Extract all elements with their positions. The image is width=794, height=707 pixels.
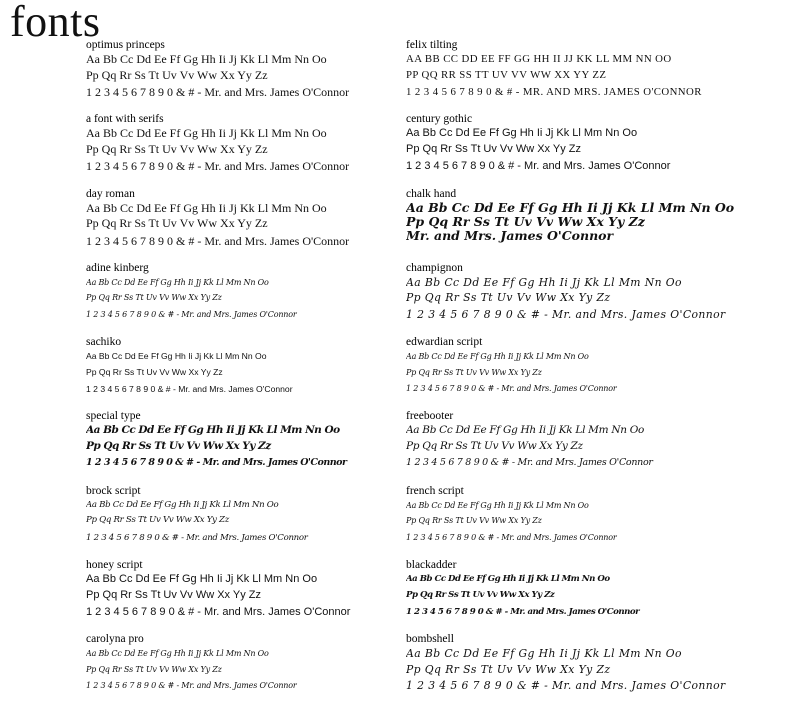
sample-line-numbers: 1 2 3 4 5 6 7 8 9 0 & # - Mr. and Mrs. James O'Connor (86, 457, 347, 469)
sample-line-numbers: 1 2 3 4 5 6 7 8 9 0 & # - Mr. and Mrs. James O'Connor (86, 606, 351, 619)
page-title: fonts (10, 0, 101, 46)
font-sample-blackadder (406, 558, 794, 632)
font-name: sachiko (86, 336, 122, 349)
sample-line-lowercase: Pp Qq Rr Ss Tt Uv Vv Ww Xx Yy Zz (406, 589, 555, 600)
sample-line-uppercase: Aa Bb Cc Dd Ee Ff Gg Hh Ii Jj Kk Ll Mm Nn Oo (86, 573, 318, 586)
sample-line-lowercase: Pp Qq Rr Ss Tt Uv Vv Ww Xx Yy Zz (86, 439, 271, 452)
font-name: champignon (406, 261, 463, 274)
font-name: day roman (86, 187, 135, 200)
sample-line-uppercase: Aa Bb Cc Dd Ee Ff Gg Hh Ii Jj Kk Ll Mm Nn Oo (406, 424, 645, 437)
sample-line-numbers: 1 2 3 4 5 6 7 8 9 0 & # - MR. AND MRS. JAMES O'CONNOR (406, 86, 702, 98)
sample-line-lowercase: Pp Qq Rr Ss Tt Uv Vv Ww Xx Yy Zz (86, 293, 222, 303)
font-name: chalk hand (406, 187, 457, 200)
sample-line-uppercase: Aa Bb Cc Dd Ee Ff Gg Hh Ii Jj Kk Ll Mm Nn Oo (86, 126, 327, 141)
sample-line-numbers: Mr. and Mrs. James O'Connor (406, 227, 614, 243)
sample-line-uppercase: Aa Bb Cc Dd Ee Ff Gg Hh Ii Jj Kk Ll Mm Nn Oo (86, 52, 327, 66)
sample-line-lowercase: Pp Qq Rr Ss Tt Uv Vv Ww Xx Yy Zz (86, 216, 268, 231)
sample-line-uppercase: Aa Bb Cc Dd Ee Ff Gg Hh Ii Jj Kk Ll Mm Nn Oo (86, 424, 340, 437)
sample-line-uppercase: Aa Bb Cc Dd Ee Ff Gg Hh Ii Jj Kk Ll Mm Nn Oo (86, 351, 267, 362)
font-name: bombshell (406, 633, 454, 646)
sample-line-lowercase: Pp Qq Rr Ss Tt Uv Vv Ww Xx Yy Zz (86, 515, 229, 526)
sample-line-uppercase: Aa Bb Cc Dd Ee Ff Gg Hh Ii Jj Kk Ll Mm Nn Oo (406, 500, 589, 510)
sample-line-uppercase: Aa Bb Cc Dd Ee Ff Gg Hh Ii Jj Kk Ll Mm Nn Oo (406, 574, 610, 585)
sample-line-lowercase: Pp Qq Rr Ss Tt Uv Vv Ww Xx Yy Zz (406, 142, 582, 155)
sample-line-numbers: 1 2 3 4 5 6 7 8 9 0 & # - Mr. and Mrs. James O'Connor (406, 384, 617, 394)
sample-line-numbers: 1 2 3 4 5 6 7 8 9 0 & # - Mr. and Mrs. James O'Connor (406, 679, 726, 693)
sample-line-uppercase: Aa Bb Cc Dd Ee Ff Gg Hh Ii Jj Kk Ll Mm Nn Oo (406, 127, 638, 140)
font-sample-freebooter (406, 409, 794, 483)
sample-line-lowercase: Pp Qq Rr Ss Tt Uv Vv Ww Xx Yy Zz (86, 664, 222, 674)
sample-line-numbers: 1 2 3 4 5 6 7 8 9 0 & # - Mr. and Mrs. James O'Connor (86, 159, 350, 174)
sample-line-lowercase: Pp Qq Rr Ss Tt Uv Vv Ww Xx Yy Zz (406, 516, 542, 526)
sample-line-numbers: 1 2 3 4 5 6 7 8 9 0 & # - Mr. and Mrs. James O'Connor (86, 681, 297, 691)
sample-line-lowercase: Pp Qq Rr Ss Tt Uv Vv Ww Xx Yy Zz (406, 291, 611, 305)
sample-line-uppercase: Aa Bb Cc Dd Ee Ff Gg Hh Ii Jj Kk Ll Mm Nn Oo (406, 647, 682, 661)
sample-line-numbers: 1 2 3 4 5 6 7 8 9 0 & # - Mr. and Mrs. James O'Connor (406, 457, 653, 469)
sample-line-uppercase: Aa Bb Cc Dd Ee Ff Gg Hh Ii Jj Kk Ll Mm Nn Oo (86, 277, 269, 287)
right-column (406, 38, 794, 707)
font-sample-french-script (406, 484, 794, 558)
sample-line-uppercase: Aa Bb Cc Dd Ee Ff Gg Hh Ii Jj Kk Ll Mm Nn Oo (86, 499, 279, 510)
sample-line-uppercase: Aa Bb Cc Dd Ee Ff Gg Hh Ii Jj Kk Ll Mm Nn Oo (406, 275, 682, 289)
font-name: carolyna pro (86, 633, 144, 646)
sample-line-numbers: 1 2 3 4 5 6 7 8 9 0 & # - Mr. and Mrs. James O'Connor (86, 532, 308, 543)
sample-line-numbers: 1 2 3 4 5 6 7 8 9 0 & # - Mr. and Mrs. James O'Connor (406, 307, 726, 321)
font-name: honey script (86, 559, 143, 572)
font-name: optimus princeps (86, 39, 165, 51)
sample-line-numbers: 1 2 3 4 5 6 7 8 9 0 & # - Mr. and Mrs. James O'Connor (86, 309, 297, 319)
sample-line-lowercase: Pp Qq Rr Ss Tt Uv Vv Ww Xx Yy Zz (86, 366, 223, 377)
sample-line-numbers: 1 2 3 4 5 6 7 8 9 0 & # - Mr. and Mrs. James O'Connor (86, 233, 350, 248)
font-name: freebooter (406, 410, 454, 423)
font-sample-felix-tilting (406, 38, 794, 112)
font-name: century gothic (406, 113, 473, 126)
sample-line-uppercase: Aa Bb Cc Dd Ee Ff Gg Hh Ii Jj Kk Ll Mm Nn Oo (86, 200, 327, 215)
sample-line-lowercase: Pp Qq Rr Ss Tt Uv Vv Ww Xx Yy Zz (86, 588, 262, 601)
sample-line-uppercase: Aa Bb Cc Dd Ee Ff Gg Hh Ii Jj Kk Ll Mm Nn Oo (406, 199, 735, 215)
sample-line-uppercase: Aa Bb Cc Dd Ee Ff Gg Hh Ii Jj Kk Ll Mm Nn Oo (86, 649, 269, 659)
font-name: felix tilting (406, 39, 458, 51)
font-name: french script (406, 484, 464, 497)
sample-line-lowercase: PP QQ RR SS TT UV VV WW XX YY ZZ (406, 68, 607, 81)
font-name: a font with serifs (86, 113, 164, 126)
sample-line-lowercase: Pp Qq Rr Ss Tt Uv Vv Ww Xx Yy Zz (406, 367, 542, 377)
font-name: special type (86, 410, 141, 423)
sample-line-lowercase: Pp Qq Rr Ss Tt Uv Vv Ww Xx Yy Zz (406, 662, 611, 676)
sample-line-uppercase: AA BB CC DD EE FF GG HH II JJ KK LL MM NN OO (406, 53, 672, 65)
sample-line-lowercase: Pp Qq Rr Ss Tt Uv Vv Ww Xx Yy Zz (86, 141, 268, 156)
font-sample-century-gothic (406, 112, 794, 186)
sample-line-lowercase: Pp Qq Rr Ss Tt Uv Vv Ww Xx Yy Zz (406, 213, 645, 229)
font-sample-edwardian-script (406, 335, 794, 409)
font-sample-champignon (406, 261, 794, 335)
font-name: edwardian script (406, 336, 483, 349)
font-sample-chalk-hand (406, 187, 794, 261)
sample-line-numbers: 1 2 3 4 5 6 7 8 9 0 & # - Mr. and Mrs. James O'Connor (406, 532, 617, 542)
font-sample-bombshell (406, 632, 794, 706)
font-name: blackadder (406, 559, 457, 572)
sample-line-numbers: 1 2 3 4 5 6 7 8 9 0 & # - Mr. and Mrs. James O'Connor (406, 607, 640, 618)
font-name: adine kinberg (86, 261, 149, 274)
sample-line-uppercase: Aa Bb Cc Dd Ee Ff Gg Hh Ii Jj Kk Ll Mm Nn Oo (406, 352, 589, 362)
font-name: brock script (86, 484, 141, 497)
sample-line-numbers: 1 2 3 4 5 6 7 8 9 0 & # - Mr. and Mrs. James O'Connor (86, 85, 350, 99)
sample-line-numbers: 1 2 3 4 5 6 7 8 9 0 & # - Mr. and Mrs. James O'Connor (86, 384, 293, 395)
sample-line-numbers: 1 2 3 4 5 6 7 8 9 0 & # - Mr. and Mrs. James O'Connor (406, 160, 671, 173)
sample-line-lowercase: Pp Qq Rr Ss Tt Uv Vv Ww Xx Yy Zz (86, 67, 268, 82)
sample-line-lowercase: Pp Qq Rr Ss Tt Uv Vv Ww Xx Yy Zz (406, 439, 583, 452)
